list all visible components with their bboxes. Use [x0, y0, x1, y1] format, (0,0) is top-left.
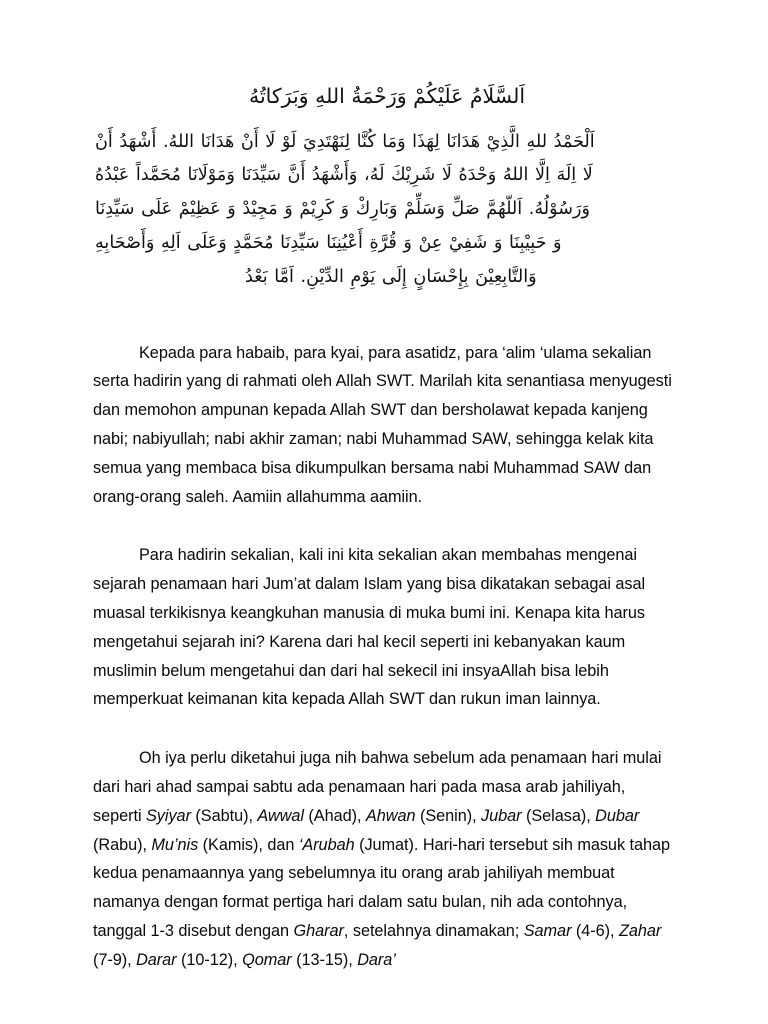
arabic-line-3: وَرَسُوْلُهُ. اَللّهُمَّ صَلِّ وَسَلِّمْ وَبَارِكْ وَ كَرِيْمْ وَ مَجِيْدْ وَ عَظِيْمْ عَلَى سَيِّدِنَا: [95, 199, 590, 220]
arabic-invocation-body: [93, 126, 681, 295]
arabic-opening-block: [93, 0, 681, 295]
arabic-salam-line: اَلسَّلَامُ عَلَيْكُمْ وَرَحْمَةُ اللهِ وَبَرَكاتُهُ: [248, 84, 526, 108]
text-run: (Kamis), dan: [198, 835, 299, 854]
text-run: , setelahnya dinamakan;: [343, 921, 524, 940]
arabic-line-4: وَ حَبِيْبِنَا وَ شَفِيْ عِنْ وَ قُرَّةِ أَعْيُنِنَا سَيِّدِنَا مُحَمَّدٍ وَعَلَى اَلِهِ وَأَصْحَابِهِ: [95, 233, 562, 254]
italic-term: Zahar: [619, 921, 662, 940]
text-run: (Senin),: [415, 806, 482, 825]
italic-term: Ahwan: [365, 806, 416, 825]
italic-term: Dubar: [595, 806, 640, 825]
arabic-line-1: اَلْحَمْدُ للهِ الَّذِيْ هَدَانَا لِهَذَا وَمَا كُنَّا لِنَهْتَدِيَ لَوْ لَا أَنْ هَدَانَا اللهُ. أَشْهَدُ أَنْ: [95, 131, 595, 152]
text-run: (Jumat). Hari-hari tersebut sih masuk tahap kedua penamaannya yang sebelumnya itu orang arab jahiliyah membuat namanya dengan format pertiga hari dalam satu bulan, nih ada contohnya, tanggal 1-3 disebut dengan: [93, 835, 670, 940]
text-run: (10-12),: [176, 950, 243, 969]
italic-term: Gharar: [293, 921, 344, 940]
text-run: (Selasa),: [521, 806, 596, 825]
text-run: (7-9),: [93, 950, 137, 969]
italic-term: Samar: [523, 921, 572, 940]
paragraph-greeting: Kepada para habaib, para kyai, para asatidz, para ‘alim ‘ulama sekalian serta hadirin yang di rahmati oleh Allah SWT. Marilah kita senantiasa menyugesti dan memohon ampunan kepada Allah SWT dan bersholawat kepada kanjeng nabi; nabiyullah; nabi akhir zaman; nabi Muhammad SAW, sehingga kelak kita semua yang membaca bisa dikumpulkan bersama nabi Muhammad SAW dan orang-orang saleh. Aamiin allahumma aamiin.: [93, 343, 672, 506]
italic-term: ‘Arubah: [298, 835, 355, 854]
italic-term: Awwal: [257, 806, 304, 825]
arabic-line-2: لَا اِلَهَ اِلَّا اللهُ وَحْدَهُ لَا شَرِيْكَ لَهُ، وَأَشْهَدُ أَنَّ سَيِّدَنَا وَمَوْلَانَا مُحَمَّداً عَبْدُهُ: [95, 165, 593, 186]
text-run: (13-15),: [291, 950, 358, 969]
text-run: (Rabu),: [93, 835, 152, 854]
italic-term: Syiyar: [146, 806, 191, 825]
arabic-line-5: وَالتَّابِعِيْنَ بِإِحْسَانٍ إِلَى يَوْمِ الدِّيْنِ. اَمَّا بَعْدُ: [245, 266, 537, 287]
paragraph-topic-intro: Para hadirin sekalian, kali ini kita sekalian akan membahas mengenai sejarah penamaan hari Jum’at dalam Islam yang bisa dikatakan sebagai asal muasal terkikisnya keangkuhan manusia di muka bumi ini. Kenapa kita harus mengetahui sejarah ini? Karena dari hal kecil seperti ini kebanyakan kaum muslimin belum mengetahui dan dari hal sekecil ini insyaAllah bisa lebih memperkuat keimanan kita kepada Allah SWT dan rukun iman lainnya.: [93, 546, 646, 709]
paragraph-day-names: [93, 744, 673, 974]
text-run: (4-6),: [571, 921, 619, 940]
italic-term: Jubar: [481, 806, 522, 825]
text-run: Oh iya perlu diketahui juga nih bahwa sebelum ada penamaan hari mulai dari hari ahad sampai sabtu ada penamaan hari pada masa arab jahiliyah, seperti: [93, 749, 662, 825]
document-content: [93, 0, 681, 974]
text-run: (Ahad),: [303, 806, 366, 825]
italic-term: Mu’nis: [151, 835, 199, 854]
italic-term: Darar: [136, 950, 177, 969]
italic-term: Dara’: [357, 950, 396, 969]
text-run: (Sabtu),: [190, 806, 258, 825]
italic-term: Qomar: [242, 950, 292, 969]
body-text: [93, 339, 681, 975]
